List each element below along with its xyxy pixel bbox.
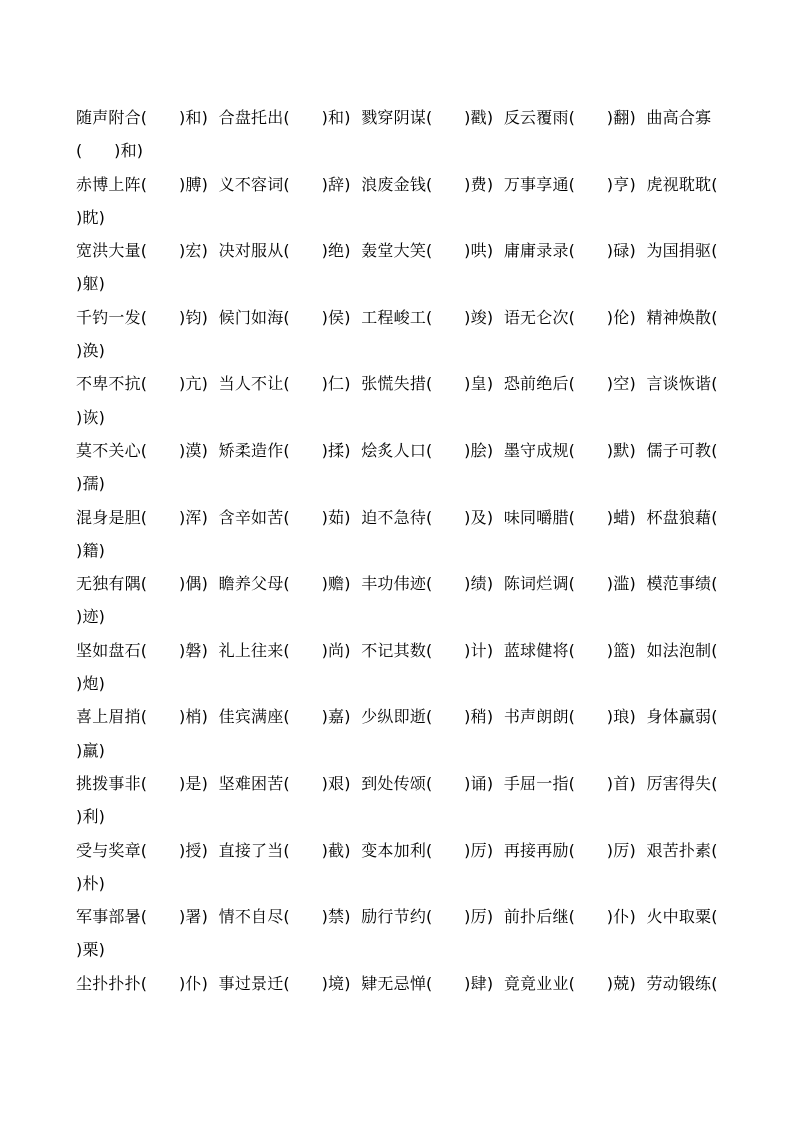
text-line: 莫不关心( )漠) 矫柔造作( )揉) 烩炙人口( )脍) 墨守成规( )默) 儒子可教( xyxy=(76,440,718,460)
text-line: 随声附合( )和) 合盘托出( )和) 戮穿阴谋( )戳) 反云覆雨( )翻) 曲高合寡 xyxy=(76,108,712,127)
text-line: )诙) xyxy=(76,407,106,427)
text-line: 无独有隅( )偶) 瞻养父母( )赡) 丰功伟迹( )绩) 陈词烂调( )滥) 模范事绩( xyxy=(76,574,718,594)
text-line: )眈) xyxy=(76,207,106,227)
text-line: )躯) xyxy=(76,274,106,294)
text-line: )朴) xyxy=(76,873,106,893)
text-line: )迹) xyxy=(76,607,106,627)
text-line: 不卑不抗( )亢) 当人不让( )仁) 张慌失措( )皇) 恐前绝后( )空) 言谈恢谐( xyxy=(76,374,718,394)
text-line: )籍) xyxy=(76,540,106,560)
text-line: 赤博上阵( )膊) 义不容词( )辞) 浪废金钱( )费) 万事享通( )亨) 虎视耽耽( xyxy=(76,174,718,194)
text-line: )利) xyxy=(76,807,106,827)
document-body xyxy=(76,101,756,1000)
text-line: 宽洪大量( )宏) 决对服从( )绝) 轰堂大笑( )哄) 庸庸录录( )碌) 为国捐驱( xyxy=(76,241,718,261)
text-line: )羸) xyxy=(76,740,106,760)
text-line: 挑拨事非( )是) 坚难困苦( )艰) 到处传颂( )诵) 手屈一指( )首) 厉害得失( xyxy=(76,773,718,793)
text-line: )孺) xyxy=(76,474,106,494)
text-line: 喜上眉捎( )梢) 佳宾满座( )嘉) 少纵即逝( )稍) 书声朗朗( )琅) 身体赢弱( xyxy=(76,707,718,727)
text-line: 军事部暑( )署) 情不自尽( )禁) 励行节约( )厉) 前扑后继( )仆) 火中取粟( xyxy=(76,907,718,927)
text-line: )炮) xyxy=(76,674,106,694)
text-line: 尘扑扑扑( )仆) 事过景迁( )境) 肄无忌惮( )肆) 竟竟业业( )兢) 劳动锻练( xyxy=(76,973,718,993)
text-line: )栗) xyxy=(76,940,106,960)
text-line: 受与奖章( )授) 直接了当( )截) 变本加利( )厉) 再接再励( )厉) 艰苦扑素( xyxy=(76,840,718,860)
text-line: )涣) xyxy=(76,341,106,361)
text-line: 千钓一发( )钧) 候门如海( )侯) 工程峻工( )竣) 语无仑次( )伦) 精神焕散( xyxy=(76,307,718,327)
text-line: 坚如盘石( )磐) 礼上往来( )尚) 不记其数( )计) 蓝球健将( )篮) 如法泡制( xyxy=(76,640,718,660)
text-line: ( )和) xyxy=(76,141,144,161)
text-line: 混身是胆( )浑) 含辛如苦( )茹) 迫不急待( )及) 味同嚼腊( )蜡) 杯盘狼藉( xyxy=(76,507,718,527)
